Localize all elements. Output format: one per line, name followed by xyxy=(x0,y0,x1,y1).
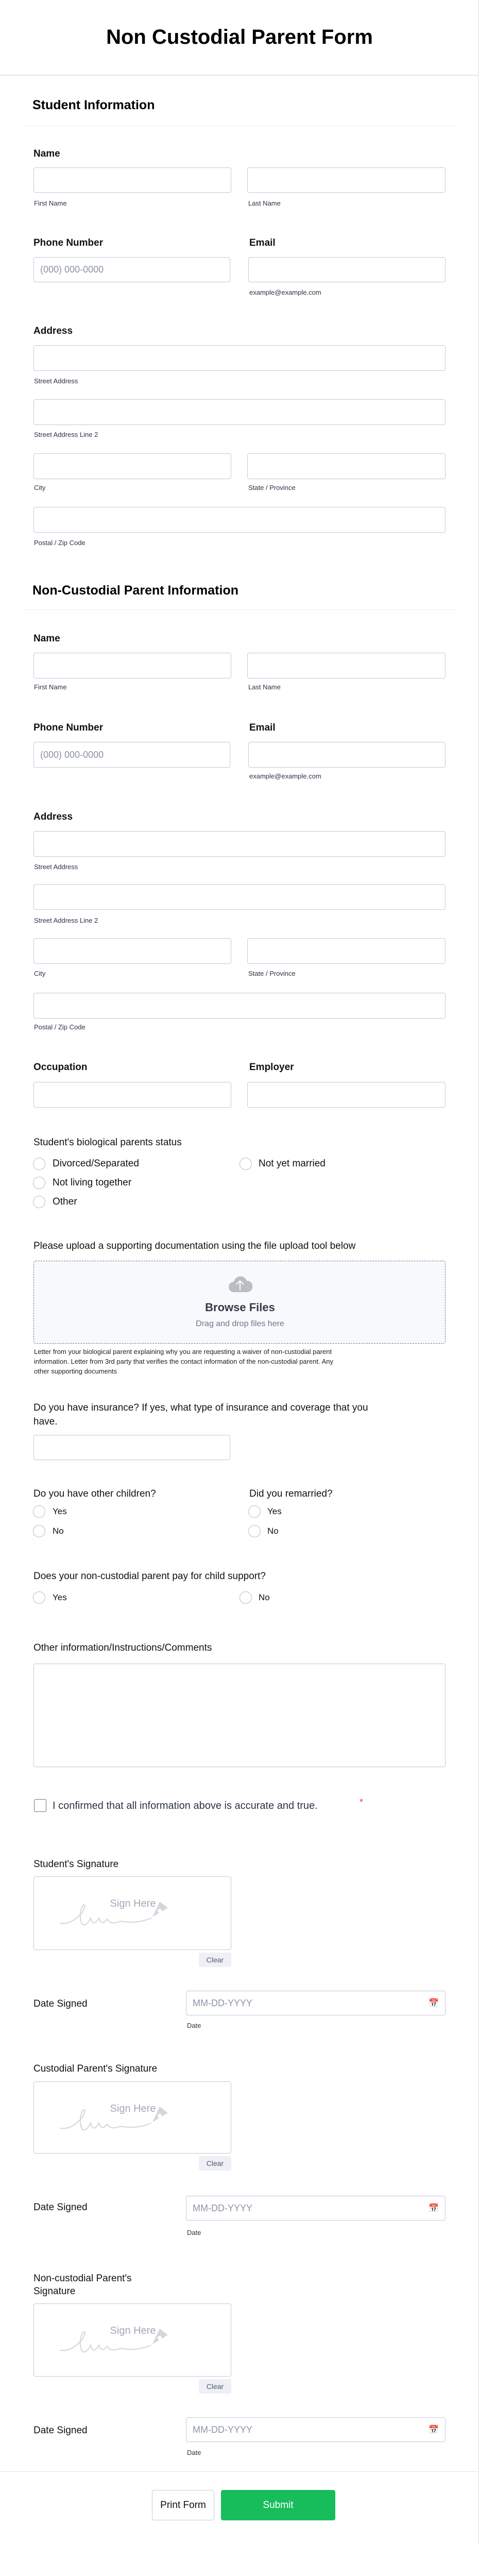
calendar-icon[interactable]: 📅 xyxy=(429,2426,439,2434)
option-label: No xyxy=(259,1592,270,1602)
signature-pen-icon xyxy=(59,2325,193,2361)
confirm-checkbox[interactable] xyxy=(34,1799,46,1812)
comments-textarea[interactable] xyxy=(33,1664,446,1767)
radio-remarried-no[interactable] xyxy=(248,1525,261,1537)
street-sublabel: Street Address xyxy=(34,863,78,871)
parent-name-label: Name xyxy=(33,633,60,644)
student-street-input[interactable] xyxy=(33,345,446,371)
date-signed-input[interactable] xyxy=(186,2417,446,2442)
insurance-label: Do you have insurance? If yes, what type of insurance and coverage that you xyxy=(33,1402,368,1413)
email-sublabel: example@example.com xyxy=(249,289,321,296)
clear-signature-button[interactable]: Clear xyxy=(199,1953,231,1967)
date-sublabel: Date xyxy=(187,2449,201,2456)
parent-last-name-input[interactable] xyxy=(247,653,446,679)
upload-note-line: other supporting documents xyxy=(34,1367,117,1375)
footer-divider xyxy=(0,2471,479,2472)
radio-not-yet-married[interactable] xyxy=(239,1158,252,1170)
clear-signature-button[interactable]: Clear xyxy=(199,2156,231,2171)
option-label: Other xyxy=(53,1196,77,1207)
remarried-label: Did you remarried? xyxy=(249,1488,333,1499)
drag-drop-text: Drag and drop files here xyxy=(196,1319,284,1328)
student-phone-input[interactable] xyxy=(33,257,230,282)
sign-here-placeholder: Sign Here xyxy=(110,2325,156,2336)
form-title: Non Custodial Parent Form xyxy=(106,26,373,48)
student-state-input[interactable] xyxy=(247,453,446,479)
radio-remarried-yes[interactable] xyxy=(248,1505,261,1518)
date-placeholder: MM-DD-YYYY xyxy=(193,2202,252,2213)
child-support-label: Does your non-custodial parent pay for child support? xyxy=(33,1571,266,1582)
parent-address-label: Address xyxy=(33,811,73,822)
calendar-icon[interactable]: 📅 xyxy=(429,2204,439,2213)
sign-here-placeholder: Sign Here xyxy=(110,2103,156,2114)
clear-signature-button[interactable]: Clear xyxy=(199,2379,231,2394)
insurance-input[interactable] xyxy=(33,1435,230,1460)
first-name-sublabel: First Name xyxy=(34,683,67,691)
section-heading-parent: Non-Custodial Parent Information xyxy=(32,583,238,598)
state-sublabel: State / Province xyxy=(248,970,296,977)
student-signature-pad[interactable] xyxy=(33,1876,231,1950)
date-placeholder: MM-DD-YYYY xyxy=(193,2424,252,2435)
parent-postal-input[interactable] xyxy=(33,993,446,1019)
street2-sublabel: Street Address Line 2 xyxy=(34,431,98,438)
student-email-input[interactable] xyxy=(248,257,446,282)
student-address-label: Address xyxy=(33,326,73,336)
required-asterisk: * xyxy=(360,1797,364,1807)
student-street2-input[interactable] xyxy=(33,399,446,425)
occupation-label: Occupation xyxy=(33,1062,88,1073)
student-first-name-input[interactable] xyxy=(33,167,231,193)
date-signed-label: Date Signed xyxy=(33,2202,88,2213)
radio-children-no[interactable] xyxy=(33,1525,45,1537)
last-name-sublabel: Last Name xyxy=(248,683,281,691)
parent-email-input[interactable] xyxy=(248,742,446,768)
student-city-input[interactable] xyxy=(33,453,231,479)
other-children-label: Do you have other children? xyxy=(33,1488,156,1499)
radio-support-yes[interactable] xyxy=(33,1591,45,1604)
parent-phone-input[interactable] xyxy=(33,742,230,768)
student-phone-label: Phone Number xyxy=(33,238,104,248)
street-sublabel: Street Address xyxy=(34,377,78,385)
radio-support-no[interactable] xyxy=(239,1591,252,1604)
date-signed-label: Date Signed xyxy=(33,1998,88,2009)
noncustodial-signature-label-cont: Signature xyxy=(33,2286,76,2297)
file-dropzone[interactable] xyxy=(33,1261,446,1344)
signature-pen-icon xyxy=(59,2103,193,2139)
parents-status-label: Student's biological parents status xyxy=(33,1137,182,1148)
upload-note-line: information. Letter from 3rd party that verifies the contact information of the non-custodial parent. Any xyxy=(34,1358,333,1365)
noncustodial-signature-pad[interactable] xyxy=(33,2303,231,2377)
employer-input[interactable] xyxy=(247,1082,446,1108)
date-sublabel: Date xyxy=(187,2229,201,2236)
cloud-upload-icon xyxy=(228,1275,252,1293)
student-email-label: Email xyxy=(249,238,276,248)
confirm-label: I confirmed that all information above is accurate and true. xyxy=(53,1800,318,1811)
option-label: Yes xyxy=(267,1506,282,1516)
calendar-icon[interactable]: 📅 xyxy=(429,1999,439,2008)
signature-pen-icon xyxy=(59,1897,193,1934)
street2-sublabel: Street Address Line 2 xyxy=(34,917,98,924)
student-signature-label: Student's Signature xyxy=(33,1859,119,1870)
radio-divorced[interactable] xyxy=(33,1158,45,1170)
option-label: No xyxy=(53,1526,64,1536)
submit-button[interactable]: Submit xyxy=(221,2490,335,2520)
email-sublabel: example@example.com xyxy=(249,772,321,780)
insurance-label-cont: have. xyxy=(33,1416,58,1427)
parent-state-input[interactable] xyxy=(247,938,446,964)
custodial-signature-label: Custodial Parent's Signature xyxy=(33,2063,158,2074)
city-sublabel: City xyxy=(34,970,46,977)
occupation-input[interactable] xyxy=(33,1082,231,1108)
section-divider xyxy=(24,125,456,126)
date-placeholder: MM-DD-YYYY xyxy=(193,1997,252,2008)
employer-label: Employer xyxy=(249,1062,294,1073)
student-postal-input[interactable] xyxy=(33,507,446,533)
first-name-sublabel: First Name xyxy=(34,199,67,207)
option-label: Yes xyxy=(53,1592,67,1602)
postal-sublabel: Postal / Zip Code xyxy=(34,1023,85,1031)
custodial-signature-pad[interactable] xyxy=(33,2081,231,2154)
section-heading-student: Student Information xyxy=(32,98,155,112)
parent-phone-label: Phone Number xyxy=(33,722,104,733)
radio-not-living-together[interactable] xyxy=(33,1177,45,1189)
parent-first-name-input[interactable] xyxy=(33,653,231,679)
date-sublabel: Date xyxy=(187,2022,201,2029)
option-label: Not living together xyxy=(53,1177,132,1188)
radio-other[interactable] xyxy=(33,1196,45,1208)
upload-note-line: Letter from your biological parent explaining why you are requesting a waiver of non-custodial parent xyxy=(34,1348,332,1355)
noncustodial-signature-label: Non-custodial Parent's xyxy=(33,2273,132,2284)
option-label: Divorced/Separated xyxy=(53,1158,139,1169)
radio-children-yes[interactable] xyxy=(33,1505,45,1518)
parent-street-input[interactable] xyxy=(33,831,446,857)
student-name-label: Name xyxy=(33,148,60,159)
phone-placeholder: (000) 000-0000 xyxy=(40,749,104,760)
print-form-button[interactable]: Print Form xyxy=(152,2490,214,2520)
student-last-name-input[interactable] xyxy=(247,167,446,193)
parent-city-input[interactable] xyxy=(33,938,231,964)
browse-files-button[interactable]: Browse Files xyxy=(205,1301,275,1314)
section-divider xyxy=(24,609,456,610)
header-divider xyxy=(0,75,479,76)
upload-label: Please upload a supporting documentation using the file upload tool below xyxy=(33,1241,356,1251)
date-signed-label: Date Signed xyxy=(33,2425,88,2436)
option-label: Not yet married xyxy=(259,1158,326,1169)
postal-sublabel: Postal / Zip Code xyxy=(34,539,85,547)
date-signed-input[interactable] xyxy=(186,2196,446,2221)
city-sublabel: City xyxy=(34,484,46,492)
last-name-sublabel: Last Name xyxy=(248,199,281,207)
parent-email-label: Email xyxy=(249,722,276,733)
option-label: Yes xyxy=(53,1506,67,1516)
parent-street2-input[interactable] xyxy=(33,884,446,910)
phone-placeholder: (000) 000-0000 xyxy=(40,264,104,275)
option-label: No xyxy=(267,1526,279,1536)
date-signed-input[interactable] xyxy=(186,1991,446,2015)
comments-label: Other information/Instructions/Comments xyxy=(33,1642,212,1653)
sign-here-placeholder: Sign Here xyxy=(110,1898,156,1909)
state-sublabel: State / Province xyxy=(248,484,296,492)
